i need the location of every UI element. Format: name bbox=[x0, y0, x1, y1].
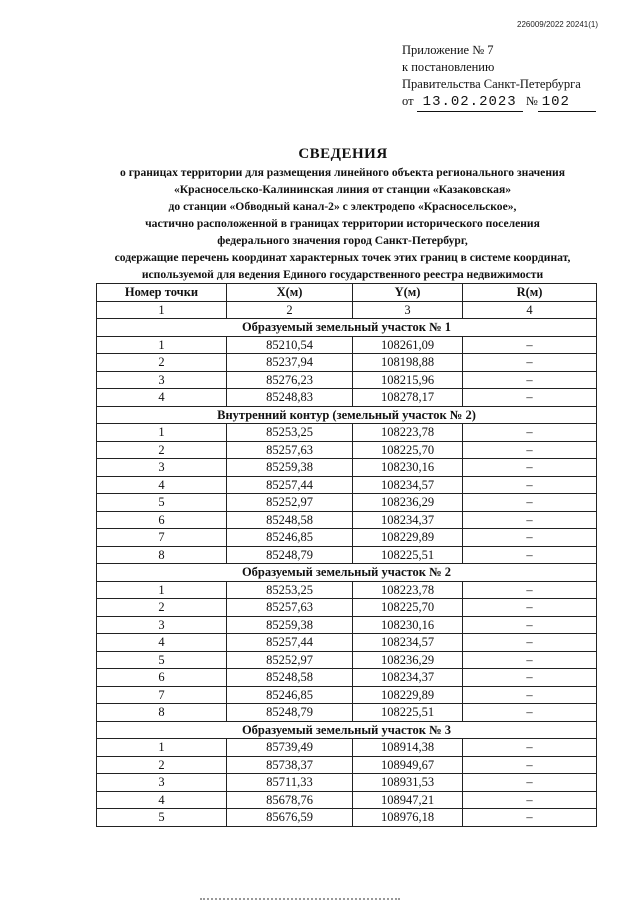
y-coordinate: 108914,38 bbox=[353, 739, 463, 757]
y-coordinate: 108230,16 bbox=[353, 459, 463, 477]
x-coordinate: 85257,63 bbox=[227, 441, 353, 459]
table-row bbox=[97, 546, 597, 564]
r-value: – bbox=[463, 616, 597, 634]
y-coordinate: 108225,51 bbox=[353, 704, 463, 722]
table-row bbox=[97, 774, 597, 792]
y-coordinate: 108234,37 bbox=[353, 511, 463, 529]
point-number: 6 bbox=[97, 669, 227, 687]
r-value: – bbox=[463, 599, 597, 617]
point-number: 7 bbox=[97, 529, 227, 547]
x-coordinate: 85711,33 bbox=[227, 774, 353, 792]
table-row bbox=[97, 651, 597, 669]
r-value: – bbox=[463, 669, 597, 687]
table-row bbox=[97, 686, 597, 704]
x-coordinate: 85252,97 bbox=[227, 494, 353, 512]
header-y: Y(м) bbox=[353, 284, 463, 302]
subtitle-line: о границах территории для размещения линейного объекта регионального значения bbox=[120, 166, 565, 179]
coordinates-table bbox=[96, 283, 597, 827]
table-row bbox=[97, 529, 597, 547]
decree-number: 102 bbox=[538, 94, 596, 112]
y-coordinate: 108225,51 bbox=[353, 546, 463, 564]
number-prefix: № bbox=[525, 94, 538, 108]
point-number: 4 bbox=[97, 634, 227, 652]
r-value: – bbox=[463, 756, 597, 774]
point-number: 7 bbox=[97, 686, 227, 704]
x-coordinate: 85248,79 bbox=[227, 704, 353, 722]
point-number: 4 bbox=[97, 791, 227, 809]
y-coordinate: 108223,78 bbox=[353, 581, 463, 599]
point-number: 3 bbox=[97, 774, 227, 792]
point-number: 5 bbox=[97, 809, 227, 827]
y-coordinate: 108223,78 bbox=[353, 424, 463, 442]
table-row bbox=[97, 739, 597, 757]
table-row bbox=[97, 599, 597, 617]
subtitle-line: содержащие перечень координат характерных точек этих границ в системе координат, bbox=[114, 251, 571, 264]
subtitle-line: «Красносельско-Калининская линия от станции «Казаковская» bbox=[173, 183, 512, 196]
x-coordinate: 85248,58 bbox=[227, 511, 353, 529]
y-coordinate: 108225,70 bbox=[353, 599, 463, 617]
point-number: 5 bbox=[97, 651, 227, 669]
point-number: 8 bbox=[97, 704, 227, 722]
section-title: Образуемый земельный участок № 2 bbox=[97, 564, 597, 582]
y-coordinate: 108234,57 bbox=[353, 634, 463, 652]
x-coordinate: 85676,59 bbox=[227, 809, 353, 827]
header-x: X(м) bbox=[227, 284, 353, 302]
y-coordinate: 108225,70 bbox=[353, 441, 463, 459]
header-r: R(м) bbox=[463, 284, 597, 302]
document-title: СВЕДЕНИЯ bbox=[298, 146, 388, 162]
x-coordinate: 85248,83 bbox=[227, 389, 353, 407]
document-subtitle bbox=[80, 164, 605, 283]
point-number: 4 bbox=[97, 476, 227, 494]
column-number: 1 bbox=[97, 301, 227, 319]
point-number: 2 bbox=[97, 756, 227, 774]
x-coordinate: 85259,38 bbox=[227, 616, 353, 634]
y-coordinate: 108234,57 bbox=[353, 476, 463, 494]
point-number: 2 bbox=[97, 441, 227, 459]
y-coordinate: 108229,89 bbox=[353, 686, 463, 704]
table-row bbox=[97, 791, 597, 809]
r-value: – bbox=[463, 494, 597, 512]
x-coordinate: 85738,37 bbox=[227, 756, 353, 774]
x-coordinate: 85259,38 bbox=[227, 459, 353, 477]
r-value: – bbox=[463, 336, 597, 354]
column-number: 3 bbox=[353, 301, 463, 319]
r-value: – bbox=[463, 511, 597, 529]
scan-edge-mark bbox=[200, 898, 400, 903]
subtitle-line: до станции «Обводный канал-2» с электродепо «Красносельское», bbox=[168, 200, 517, 213]
table-row bbox=[97, 441, 597, 459]
appendix-header bbox=[402, 42, 602, 112]
x-coordinate: 85276,23 bbox=[227, 371, 353, 389]
point-number: 1 bbox=[97, 739, 227, 757]
r-value: – bbox=[463, 809, 597, 827]
subtitle-line: используемой для ведения Единого государственного реестра недвижимости bbox=[141, 268, 544, 281]
x-coordinate: 85678,76 bbox=[227, 791, 353, 809]
y-coordinate: 108229,89 bbox=[353, 529, 463, 547]
x-coordinate: 85248,58 bbox=[227, 669, 353, 687]
table-row bbox=[97, 669, 597, 687]
x-coordinate: 85257,63 bbox=[227, 599, 353, 617]
appendix-line-3: Правительства Санкт-Петербурга bbox=[402, 77, 581, 91]
y-coordinate: 108278,17 bbox=[353, 389, 463, 407]
x-coordinate: 85210,54 bbox=[227, 336, 353, 354]
header-point-number: Номер точки bbox=[97, 284, 227, 302]
x-coordinate: 85253,25 bbox=[227, 581, 353, 599]
table-header-row bbox=[97, 284, 597, 302]
r-value: – bbox=[463, 686, 597, 704]
point-number: 3 bbox=[97, 616, 227, 634]
table-row bbox=[97, 809, 597, 827]
y-coordinate: 108949,67 bbox=[353, 756, 463, 774]
r-value: – bbox=[463, 774, 597, 792]
y-coordinate: 108230,16 bbox=[353, 616, 463, 634]
r-value: – bbox=[463, 791, 597, 809]
table-row bbox=[97, 634, 597, 652]
table-row bbox=[97, 704, 597, 722]
table-row bbox=[97, 494, 597, 512]
r-value: – bbox=[463, 634, 597, 652]
r-value: – bbox=[463, 371, 597, 389]
point-number: 5 bbox=[97, 494, 227, 512]
point-number: 8 bbox=[97, 546, 227, 564]
column-number: 4 bbox=[463, 301, 597, 319]
appendix-line-2: к постановлению bbox=[402, 60, 495, 74]
point-number: 1 bbox=[97, 424, 227, 442]
table-row bbox=[97, 581, 597, 599]
x-coordinate: 85739,49 bbox=[227, 739, 353, 757]
r-value: – bbox=[463, 704, 597, 722]
table-row bbox=[97, 616, 597, 634]
table-row bbox=[97, 511, 597, 529]
document-id: 226009/2022 20241(1) bbox=[517, 20, 598, 29]
table-row bbox=[97, 336, 597, 354]
section-row bbox=[97, 319, 597, 337]
appendix-date-line bbox=[402, 93, 602, 112]
column-number: 2 bbox=[227, 301, 353, 319]
table-row bbox=[97, 424, 597, 442]
table-row bbox=[97, 756, 597, 774]
appendix-line-1: Приложение № 7 bbox=[402, 43, 494, 57]
r-value: – bbox=[463, 441, 597, 459]
r-value: – bbox=[463, 424, 597, 442]
section-row bbox=[97, 564, 597, 582]
table-column-numbers-row bbox=[97, 301, 597, 319]
r-value: – bbox=[463, 389, 597, 407]
y-coordinate: 108236,29 bbox=[353, 651, 463, 669]
x-coordinate: 85257,44 bbox=[227, 634, 353, 652]
r-value: – bbox=[463, 459, 597, 477]
y-coordinate: 108931,53 bbox=[353, 774, 463, 792]
table-row bbox=[97, 459, 597, 477]
section-row bbox=[97, 406, 597, 424]
y-coordinate: 108215,96 bbox=[353, 371, 463, 389]
x-coordinate: 85252,97 bbox=[227, 651, 353, 669]
r-value: – bbox=[463, 529, 597, 547]
section-title: Образуемый земельный участок № 3 bbox=[97, 721, 597, 739]
r-value: – bbox=[463, 354, 597, 372]
decree-date: 13.02.2023 bbox=[417, 94, 523, 112]
y-coordinate: 108947,21 bbox=[353, 791, 463, 809]
subtitle-line: частично расположенной в границах территории исторического поселения bbox=[145, 217, 540, 230]
y-coordinate: 108976,18 bbox=[353, 809, 463, 827]
section-title: Образуемый земельный участок № 1 bbox=[97, 319, 597, 337]
table-row bbox=[97, 371, 597, 389]
r-value: – bbox=[463, 739, 597, 757]
point-number: 1 bbox=[97, 336, 227, 354]
point-number: 3 bbox=[97, 459, 227, 477]
point-number: 1 bbox=[97, 581, 227, 599]
y-coordinate: 108234,37 bbox=[353, 669, 463, 687]
x-coordinate: 85237,94 bbox=[227, 354, 353, 372]
section-row bbox=[97, 721, 597, 739]
y-coordinate: 108261,09 bbox=[353, 336, 463, 354]
table-row bbox=[97, 476, 597, 494]
x-coordinate: 85257,44 bbox=[227, 476, 353, 494]
point-number: 2 bbox=[97, 599, 227, 617]
date-prefix: от bbox=[402, 94, 414, 108]
point-number: 3 bbox=[97, 371, 227, 389]
y-coordinate: 108236,29 bbox=[353, 494, 463, 512]
x-coordinate: 85246,85 bbox=[227, 529, 353, 547]
r-value: – bbox=[463, 651, 597, 669]
table-row bbox=[97, 354, 597, 372]
y-coordinate: 108198,88 bbox=[353, 354, 463, 372]
x-coordinate: 85246,85 bbox=[227, 686, 353, 704]
point-number: 4 bbox=[97, 389, 227, 407]
r-value: – bbox=[463, 546, 597, 564]
x-coordinate: 85253,25 bbox=[227, 424, 353, 442]
r-value: – bbox=[463, 581, 597, 599]
point-number: 2 bbox=[97, 354, 227, 372]
subtitle-line: федерального значения город Санкт-Петербург, bbox=[217, 234, 468, 247]
table-row bbox=[97, 389, 597, 407]
x-coordinate: 85248,79 bbox=[227, 546, 353, 564]
section-title: Внутренний контур (земельный участок № 2) bbox=[97, 406, 597, 424]
r-value: – bbox=[463, 476, 597, 494]
point-number: 6 bbox=[97, 511, 227, 529]
